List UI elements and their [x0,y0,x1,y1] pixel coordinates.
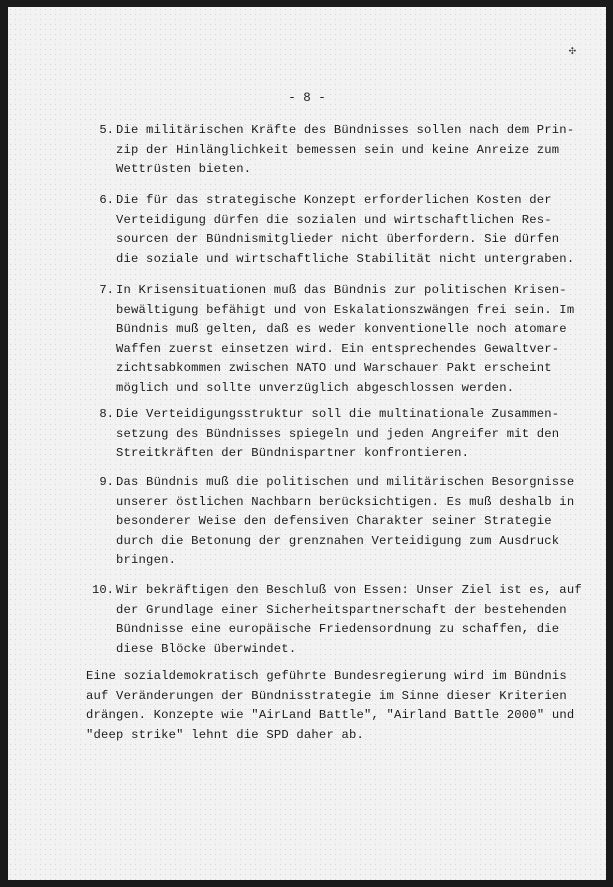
page-number: - 8 - [288,91,326,105]
text-line: möglich und sollte unverzüglich abgeschlossen werden. [116,380,515,395]
item-text [116,281,575,398]
item-number: 8. [99,407,114,421]
text-line: bringen. [116,553,177,567]
text-line: Das Bündnis muß die politischen und militärischen Besorgnisse [116,475,575,489]
item-number: 6. [99,193,114,207]
text-line: drängen. Konzepte wie "AirLand Battle", "Airland Battle 2000" und [86,708,575,722]
text-line: auf Veränderungen der Bündnisstrategie im Sinne dieser Kriterien [86,688,567,703]
item-text [116,191,575,269]
text-line: unserer östlichen Nachbarn berücksichtigen. Es muß deshalb in [116,494,575,509]
text-line: Bündnis muß gelten, daß es weder konventionelle noch atomare [116,322,567,336]
closing-paragraph [86,667,586,745]
text-line: "deep strike" lehnt die SPD daher ab. [86,727,365,742]
text-line: Die Verteidigungsstruktur soll die multinationale Zusammen- [116,407,560,421]
item-text [116,581,582,659]
item-number: 10. [92,583,114,597]
text-line: bewältigung befähigt und von Eskalationszwängen frei sein. Im [116,302,575,317]
item-number: 7. [99,283,114,297]
text-line: setzung des Bündnisses spiegeln und jeden Angreifer mit den [116,426,560,441]
text-line: Eine sozialdemokratisch geführte Bundesregierung wird im Bündnis [86,669,567,683]
text-line: Verteidigung dürfen die sozialen und wirtschaftlichen Res- [116,212,552,227]
text-line: die soziale und wirtschaftliche Stabilität nicht untergraben. [116,251,575,266]
item-text [116,405,564,464]
text-line: Die militärischen Kräfte des Bündnisses sollen nach dem Prin- [116,123,575,137]
text-line: besonderer Weise den defensiven Charakter seiner Strategie [116,514,552,528]
item-number: 5. [99,123,114,137]
text-line: Bündnisse eine europäische Friedensordnung zu schaffen, die [116,622,560,636]
corner-mark: ✣ [568,44,576,58]
item-number: 9. [99,475,114,489]
text-line: Streitkräften der Bündnispartner konfrontieren. [116,446,470,460]
text-line: Waffen zuerst einsetzen wird. Ein entsprechendes Gewaltver- [116,341,560,356]
text-line: Die für das strategische Konzept erforderlichen Kosten der [116,193,552,207]
document-page [8,7,606,880]
text-line: Wettrüsten bieten. [116,162,252,176]
text-line: der Grundlage einer Sicherheitspartnerschaft der bestehenden [116,602,567,617]
text-line: zichtsabkommen zwischen NATO und Warschauer Pakt erscheint [116,361,552,375]
text-line: Wir bekräftigen den Beschluß von Essen: Unser Ziel ist es, auf [116,583,582,597]
text-line: sourcen der Bündnismitglieder nicht überfordern. Sie dürfen [116,232,560,246]
text-line: In Krisensituationen muß das Bündnis zur politischen Krisen- [116,283,567,297]
text-line: durch die Betonung der grenznahen Verteidigung zum Ausdruck [116,533,560,548]
text-line: zip der Hinlänglichkeit bemessen sein und keine Anreize zum [116,142,560,157]
item-text [116,473,575,571]
text-line: diese Blöcke überwindet. [116,641,297,656]
item-text [116,121,575,180]
